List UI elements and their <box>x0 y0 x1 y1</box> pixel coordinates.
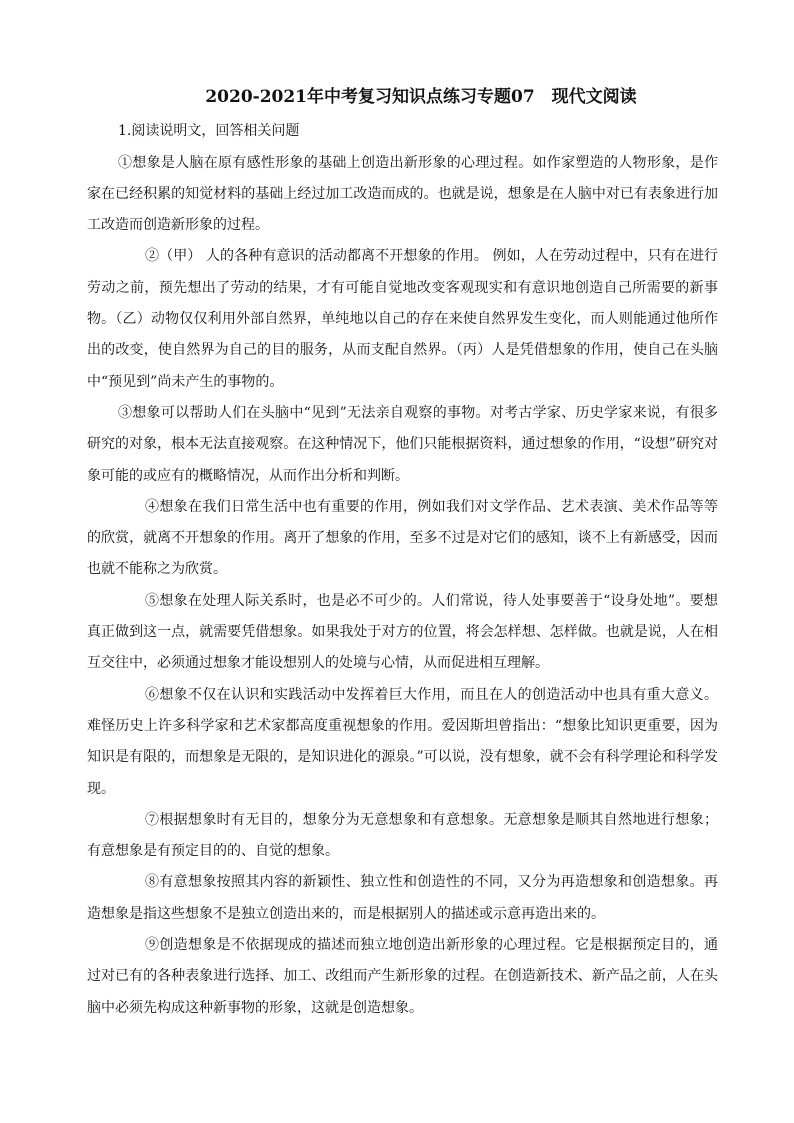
document-title: 2020-2021年中考复习知识点练习专题07 现代文阅读 <box>205 87 637 107</box>
paragraph-5: ⑤想象在处理人际关系时，也是必不可少的。人们常说，待人处事要善于“设身处地”。要想真正做到这一点，就需要凭借想象。如果我处于对方的位置，将会怎样想、怎样做。也就是说，人在相互交往中，必须通过想象才能设想别人的处境与心情，从而促进相互理解。 <box>87 592 718 672</box>
paragraph-8: ⑧有意想象按照其内容的新颖性、独立性和创造性的不同，又分为再造想象和创造想象。再造想象是指这些想象不是独立创造出来的，而是根据别人的描述或示意再造出来的。 <box>87 874 718 922</box>
paragraph-3: ③想象可以帮助人们在头脑中“见到”无法亲自观察的事物。对考古学家、历史学家来说，有很多研究的对象，根本无法直接观察。在这种情况下，他们只能根据资料，通过想象的作用，“设想”研究对象可能的或应有的概略情况，从而作出分析和判断。 <box>87 404 718 484</box>
question-prompt: 1.阅读说明文，回答相关问题 <box>118 123 300 140</box>
paragraph-6: ⑥想象不仅在认识和实践活动中发挥着巨大作用，而且在人的创造活动中也具有重大意义。难怪历史上许多科学家和艺术家都高度重视想象的作用。爱因斯坦曾指出：“想象比知识更重要，因为知识是有限的，而想象是无限的，是知识进化的源泉。”可以说，没有想象，就不会有科学理论和科学发现。 <box>87 686 718 797</box>
paragraph-1: ①想象是人脑在原有感性形象的基础上创造出新形象的心理过程。如作家塑造的人物形象，是作家在已经积累的知觉材料的基础上经过加工改造而成的。也就是说，想象是在人脑中对已有表象进行加工改造而创造新形象的过程。 <box>87 154 718 234</box>
document-page <box>87 82 718 1024</box>
paragraph-2: ②（甲） 人的各种有意识的活动都离不开想象的作用。 例如，人在劳动过程中，只有在进行劳动之前，预先想出了劳动的结果，才有可能自觉地改变客观现实和有意识地创造自己所需要的新事物。（乙）动物仅仅利用外部自然界，单纯地以自己的存在来使自然界发生变化，而人则能通过他所作出的改变，使自然界为自己的目的服务，从而支配自然界。（丙）人是凭借想象的作用，使自己在头脑中“预见到”尚未产生的事物的。 <box>87 248 718 390</box>
paragraph-4: ④想象在我们日常生活中也有重要的作用，例如我们对文学作品、艺术表演、美术作品等等的欣赏，就离不开想象的作用。离开了想象的作用，至多不过是对它们的感知，谈不上有新感受，因而也就不能称之为欣赏。 <box>87 498 718 578</box>
paragraph-7: ⑦根据想象时有无目的，想象分为无意想象和有意想象。无意想象是顺其自然地进行想象；有意想象是有预定目的的、自觉的想象。 <box>87 811 718 860</box>
paragraph-9: ⑨创造想象是不依据现成的描述而独立地创造出新形象的心理过程。它是根据预定目的，通过对已有的各种表象进行选择、加工、改组而产生新形象的过程。在创造新技术、新产品之前，人在头脑中必须先构成这种新事物的形象，这就是创造想象。 <box>87 937 718 1016</box>
